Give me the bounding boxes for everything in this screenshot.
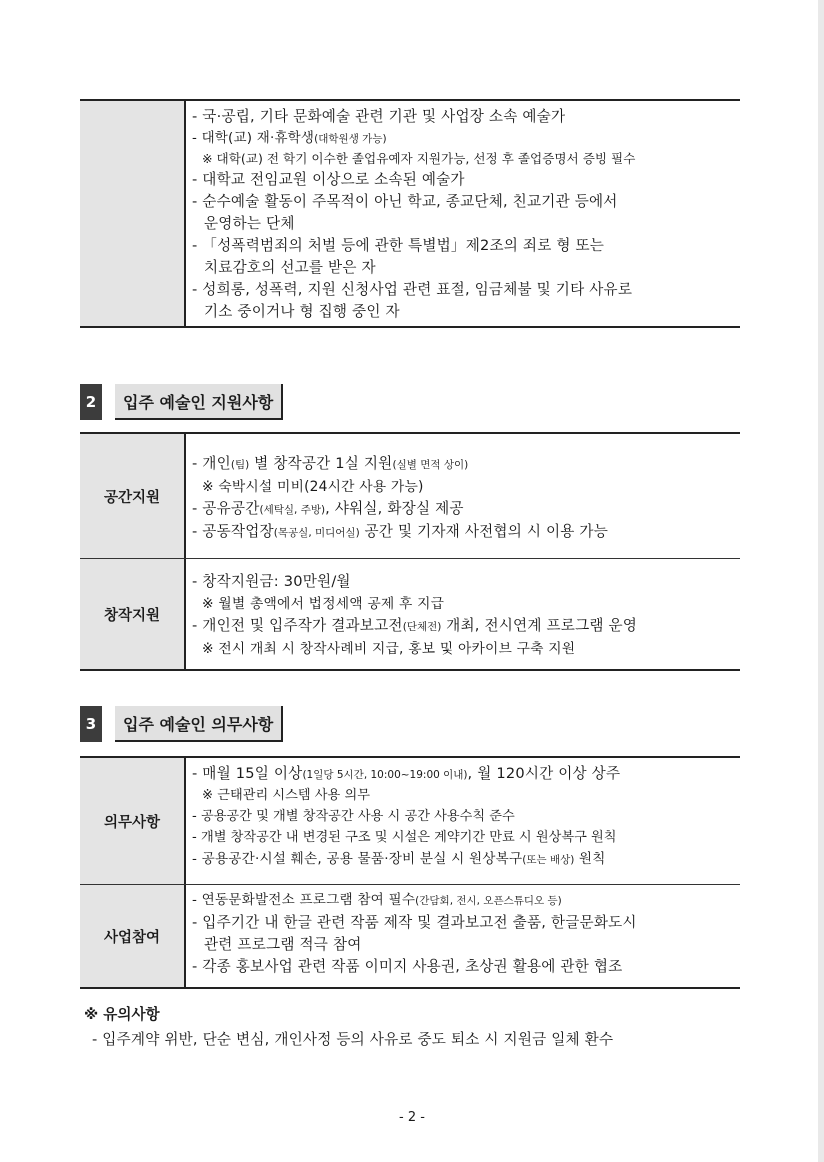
text-small: (또는 배상) [522, 854, 575, 866]
obligation-item [192, 848, 740, 871]
text-small: (팀) [230, 459, 250, 471]
section-heading-duties [80, 706, 283, 742]
text: - 공용공간·시설 훼손, 공용 물품·장비 분실 시 원상복구 [192, 851, 523, 867]
text-small: (단체전) [402, 621, 442, 633]
exclusion-row [80, 101, 740, 326]
text: , 월 120시간 이상 상주 [467, 765, 621, 782]
creation-item: - 창작지원금: 30만원/월 [192, 573, 351, 590]
obligation-label: 의무사항 [80, 758, 186, 884]
text: 별 창작공간 1실 지원 [249, 455, 393, 472]
text: - 개인전 및 입주작가 결과보고전 [192, 617, 403, 634]
project-item: - 각종 홍보사업 관련 작품 이미지 사용권, 초상권 활용에 관한 협조 [192, 958, 623, 975]
support-row-creation [80, 558, 740, 669]
exclusion-item-note: (대학원생 가능) [314, 133, 387, 145]
exclusion-item-cont: 기소 중이거나 형 집행 중인 자 [204, 303, 400, 320]
text-small: (간담회, 전시, 오픈스튜디오 등) [415, 895, 562, 907]
exclusion-content [186, 101, 740, 326]
project-item [192, 889, 740, 912]
text: 공간 및 기자재 사전협의 시 이용 가능 [359, 523, 609, 540]
text: - 공동작업장 [192, 523, 274, 540]
text-small: (1일당 5시간, 10:00~19:00 이내) [302, 769, 468, 781]
exclusion-item: - 「성폭력범죄의 처벌 등에 관한 특별법」제2조의 죄로 형 또는 [192, 237, 605, 254]
creation-note: ※ 전시 개최 시 창작사례비 지급, 홍보 및 아카이브 구축 지원 [202, 641, 576, 657]
text: - 공유공간 [192, 500, 260, 517]
duties-row-project [80, 884, 740, 987]
text-small: (세탁실, 주방) [259, 504, 326, 516]
section-heading-support [80, 384, 283, 420]
text: - 매월 15일 이상 [192, 765, 303, 782]
exclusion-item [192, 128, 740, 149]
space-support-label: 공간지원 [80, 434, 186, 558]
obligation-item [192, 763, 740, 786]
duties-table [80, 756, 740, 989]
section-title: 입주 예술인 의무사항 [115, 706, 283, 742]
duties-row-obligation [80, 758, 740, 884]
space-item [192, 521, 740, 544]
support-row-space [80, 434, 740, 558]
exclusion-item-text: - 대학(교) 재·휴학생 [192, 130, 315, 146]
exclusion-item: - 순수예술 활동이 주목적이 아닌 학교, 종교단체, 친교기관 등에서 [192, 193, 618, 210]
section-title: 입주 예술인 지원사항 [115, 384, 283, 420]
project-item: - 입주기간 내 한글 관련 작품 제작 및 결과보고전 출품, 한글문화도시 [192, 914, 637, 931]
exclusion-table [80, 99, 740, 328]
page-edge [818, 0, 824, 1162]
text: 원칙 [574, 851, 606, 867]
text: , 샤워실, 화장실 제공 [325, 500, 464, 517]
text: 개최, 전시연계 프로그램 운영 [441, 617, 638, 634]
exclusion-note: ※ 대학(교) 전 학기 이수한 졸업유예자 지원가능, 선정 후 졸업증명서 증빙 필수 [202, 151, 636, 166]
exclusion-item: - 대학교 전임교원 이상으로 소속된 예술가 [192, 171, 465, 188]
creation-note: ※ 월별 총액에서 법정세액 공제 후 지급 [202, 596, 445, 612]
creation-support-label: 창작지원 [80, 559, 186, 669]
project-label: 사업참여 [80, 885, 186, 987]
support-table [80, 432, 740, 671]
notice-title: ※ 유의사항 [84, 1006, 160, 1023]
space-note: ※ 숙박시설 미비(24시간 사용 가능) [202, 479, 424, 495]
exclusion-item-cont: 운영하는 단체 [204, 215, 295, 232]
obligation-item: - 개별 창작공간 내 변경된 구조 및 시설은 계약기간 만료 시 원상복구 원칙 [192, 830, 617, 845]
section-number: 3 [80, 706, 102, 742]
obligation-note: ※ 근태관리 시스템 사용 의무 [202, 788, 370, 803]
space-item [192, 498, 740, 521]
space-item [192, 453, 740, 476]
creation-item [192, 615, 740, 638]
exclusion-item: - 국·공립, 기타 문화예술 관련 기관 및 사업장 소속 예술가 [192, 108, 566, 125]
space-support-content [186, 434, 740, 558]
obligation-item: - 공용공간 및 개별 창작공간 사용 시 공간 사용수칙 준수 [192, 809, 515, 824]
project-content [186, 885, 740, 987]
text: - 연동문화발전소 프로그램 참여 필수 [192, 892, 416, 908]
project-item-cont: 관련 프로그램 적극 참여 [204, 936, 362, 953]
exclusion-item: - 성희롱, 성폭력, 지원 신청사업 관련 표절, 임금체불 및 기타 사유로 [192, 281, 633, 298]
text: - 개인 [192, 455, 231, 472]
section-number: 2 [80, 384, 102, 420]
exclusion-label-cell [80, 101, 186, 326]
exclusion-item-cont: 치료감호의 선고를 받은 자 [204, 259, 376, 276]
creation-support-content [186, 559, 740, 669]
obligation-content [186, 758, 740, 884]
text-small: (실별 면적 상이) [392, 459, 469, 471]
page-number: - 2 - [399, 1110, 425, 1125]
text-small: (목공실, 미디어실) [273, 527, 360, 539]
notice-text: - 입주계약 위반, 단순 변심, 개인사정 등의 사유로 중도 퇴소 시 지원금 일체 환수 [92, 1031, 614, 1048]
